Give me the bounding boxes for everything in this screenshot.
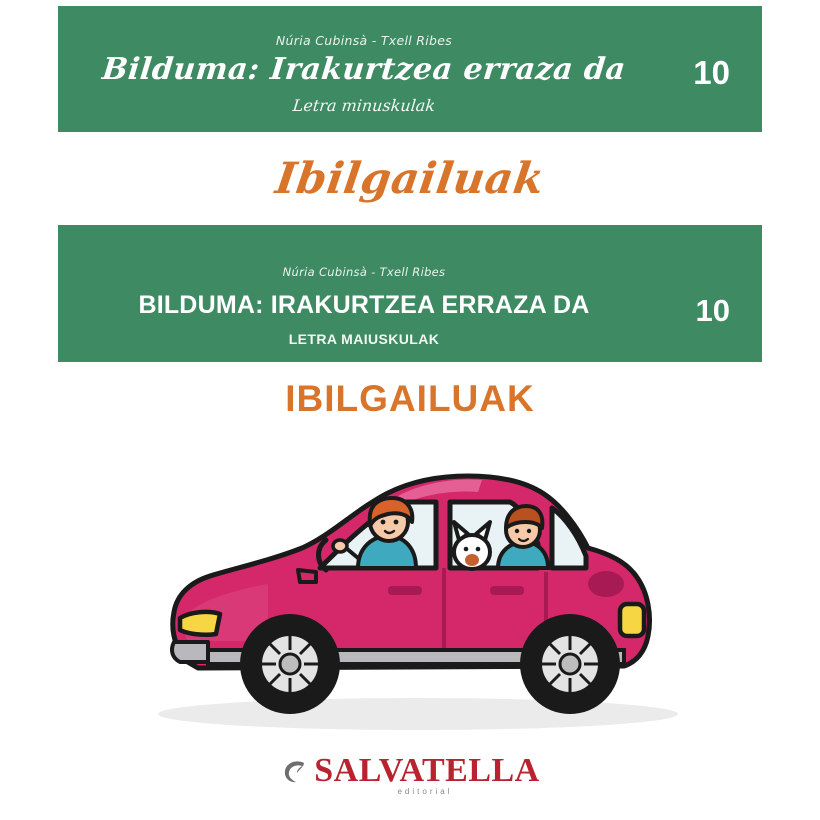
main-title: IBILGAILUAK (285, 378, 535, 419)
publisher-name: SALVATELLA (314, 752, 540, 789)
bottom-authors: Núria Cubinsà - Txell Ribes (282, 265, 446, 279)
car-illustration-svg (58, 436, 762, 746)
headlight (180, 612, 220, 635)
swirl-icon (280, 756, 310, 786)
fuel-cap (588, 571, 624, 597)
swirl-shape (285, 761, 304, 782)
driver-eye-left (381, 520, 386, 525)
door-handle-front (388, 586, 422, 595)
top-subtitle: Letra minuskulak (291, 96, 437, 115)
driver-hand (333, 540, 347, 552)
top-series-title: Bilduma: Irakurtzea erraza da (100, 52, 628, 87)
rear-hub (560, 654, 580, 674)
passenger-eye-left (515, 529, 519, 533)
front-bumper (172, 642, 208, 662)
dog-snout (465, 554, 479, 566)
bottom-green-band (58, 225, 762, 362)
car-illustration (58, 436, 762, 746)
cursive-title: Ibilgailuak (272, 153, 548, 204)
dog-eye-left (464, 547, 469, 552)
top-authors: Núria Cubinsà - Txell Ribes (275, 33, 453, 48)
cursive-title-strip (58, 132, 762, 225)
publisher-logo (58, 752, 762, 796)
swirl-icon-svg (280, 756, 310, 786)
bottom-series-title: BILDUMA: IRAKURTZEA ERRAZA DA (138, 291, 590, 319)
passenger-eye-right (527, 529, 531, 533)
rear-wheel (520, 614, 620, 714)
publisher-tagline: editorial (397, 787, 453, 796)
dog-eye-right (476, 547, 481, 552)
taillight (620, 604, 644, 636)
publisher-logo-row (280, 752, 540, 790)
front-wheel (240, 614, 340, 714)
bottom-subtitle: LETRA MAIUSKULAK (288, 331, 440, 347)
top-green-band (58, 6, 762, 132)
door-handle-rear (490, 586, 524, 595)
side-mirror (298, 570, 316, 582)
book-cover (58, 6, 762, 814)
top-issue-number: 10 (693, 54, 730, 91)
front-hub (280, 654, 300, 674)
bottom-issue-number: 10 (695, 293, 730, 328)
driver-eye-right (394, 520, 399, 525)
